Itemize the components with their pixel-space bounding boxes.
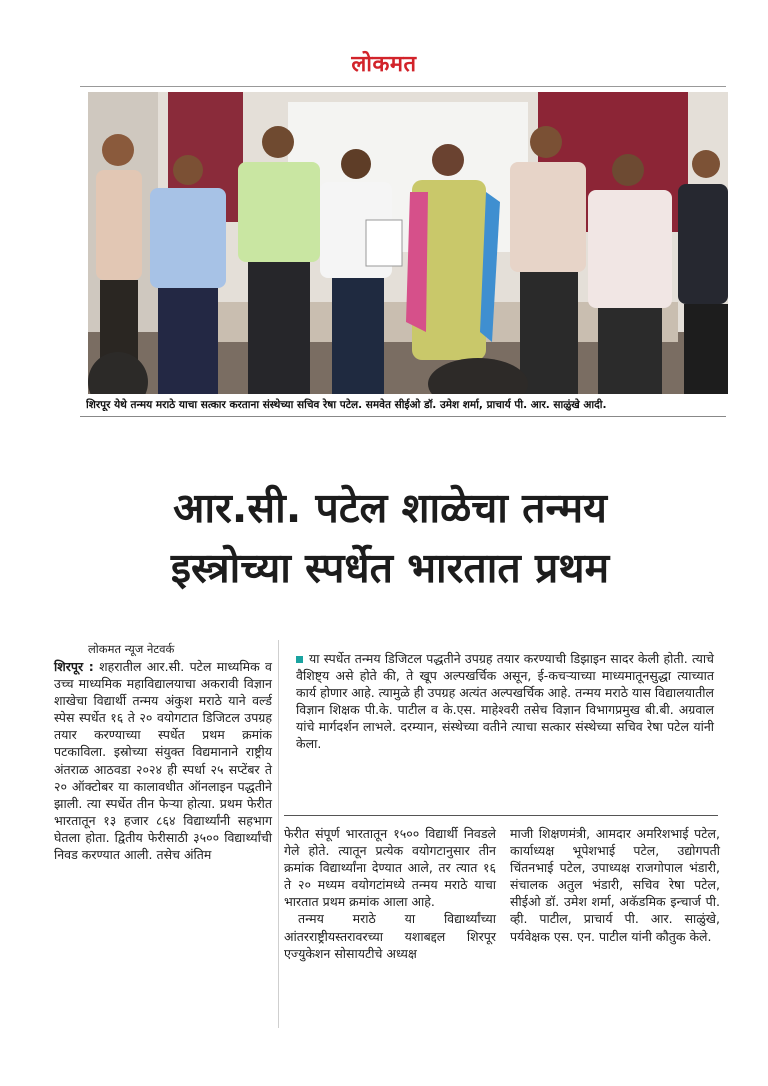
article-column-2 xyxy=(284,825,496,962)
article-column-2-top xyxy=(296,650,714,753)
section-divider xyxy=(284,815,718,816)
newspaper-masthead: लोकमत xyxy=(351,51,417,77)
column-2-paragraph-1: फेरीत संपूर्ण भारतातून १५०० विद्यार्थी निवडले गेले होते. त्यातून प्रत्येक वयोगटानुसार तीन क्रमांक विद्यार्थ्यांना देण्यात आले, तर त्यात १६ ते २० मध्यम वयोगटांमध्ये तन्मय मराठे याचा भारतात प्रथम क्रमांक आला आहे. xyxy=(284,826,496,910)
photo-caption: शिरपूर येथे तन्मय मराठे याचा सत्कार करताना संस्थेच्या सचिव रेषा पटेल. समवेत सीईओ डॉ. उमेश शर्मा, प्राचार्य पी. आर. साळुंखे आदी. xyxy=(86,399,607,411)
bullet-square-icon xyxy=(296,656,303,663)
column-separator xyxy=(278,640,279,1028)
group-photo-illustration xyxy=(88,92,728,394)
dateline: शिरपूर : xyxy=(54,659,94,674)
news-photo xyxy=(88,92,728,394)
column-2-top-text: या स्पर्धेत तन्मय डिजिटल पद्धतीने उपग्रह तयार करण्याची डिझाइन सादर केली होती. त्याचे वैशिष्ट्य असे होते की, ते खूप अल्पखर्चिक असून, ई-कचऱ्याच्या माध्यमातूनसुद्धा त्याच्यात कार्य होणार आहे. त्यामुळे ही उपग्रह अत्यंत अल्पखर्चिक आहे. तन्मय मराठे यास विद्यालयातील विज्ञान शिक्षक पी.के. पाटील व के.एस. माहेश्वरी तसेच विज्ञान विभागप्रमुख बी.बी. अग्रवाल यांचे मार्गदर्शन लाभले. दरम्यान, संस्थेच्या वतीने त्याचा सत्कार संस्थेच्या सचिव रेषा पटेल यांनी केला. xyxy=(296,651,714,752)
article-column-1 xyxy=(54,658,272,863)
headline-line-2: इस्त्रोच्या स्पर्धेत भारतात प्रथम xyxy=(170,544,610,592)
column-2-paragraph-2: तन्मय मराठे या विद्यार्थ्यांच्या आंतरराष्ट्रीयस्तरावरच्या यशाबद्दल शिरपूर एज्युकेशन सोसायटीचे अध्यक्ष xyxy=(284,911,496,961)
caption-divider xyxy=(80,416,726,417)
column-1-text: शहरातील आर.सी. पटेल माध्यमिक व उच्च माध्यमिक महाविद्यालयाचा अकरावी विज्ञान शाखेचा विद्यार्थी तन्मय अंकुश मराठे याने वर्ल्ड स्पेस स्पर्धेत १६ ते २० वयोगटात डिजिटल उपग्रह तयार करण्याच्या स्पर्धेत प्रथम क्रमांक पटकाविला. इस्रोच्या संयुक्त विद्यमानाने राष्ट्रीय अंतराळ आठवडा २०२४ ही स्पर्धा २५ सप्टेंबर ते २० ऑक्टोबर या कालावधीत ऑनलाइन पद्धतीने झाली. त्या स्पर्धेत तीन फेऱ्या होत्या. प्रथम फेरीत भारतातून १३ हजार ८६४ विद्यार्थ्यांनी सहभाग घेतला होता. द्वितीय फेरीसाठी ३५०० विद्यार्थ्यांची निवड करण्यात आली. तसेच अंतिम xyxy=(54,659,272,863)
article-headline xyxy=(40,478,740,598)
masthead-divider xyxy=(80,86,726,87)
byline: लोकमत न्यूज नेटवर्क xyxy=(88,642,175,656)
article-column-3 xyxy=(510,825,720,945)
column-3-text: माजी शिक्षणमंत्री, आमदार अमरिशभाई पटेल, कार्याध्यक्ष भूपेशभाई पटेल, उद्योगपती चिंतनभाई पटेल, उपाध्यक्ष राजगोपाल भंडारी, संचालक अतुल भंडारी, सचिव रेषा पटेल, सीईओ डॉ. उमेश शर्मा, अकॅडमिक इन्चार्ज पी. व्ही. पाटील, प्राचार्य पी. आर. साळुंखे, पर्यवेक्षक एस. एन. पाटील यांनी कौतुक केले. xyxy=(510,826,720,944)
headline-line-1: आर.सी. पटेल शाळेचा तन्मय xyxy=(173,484,607,532)
